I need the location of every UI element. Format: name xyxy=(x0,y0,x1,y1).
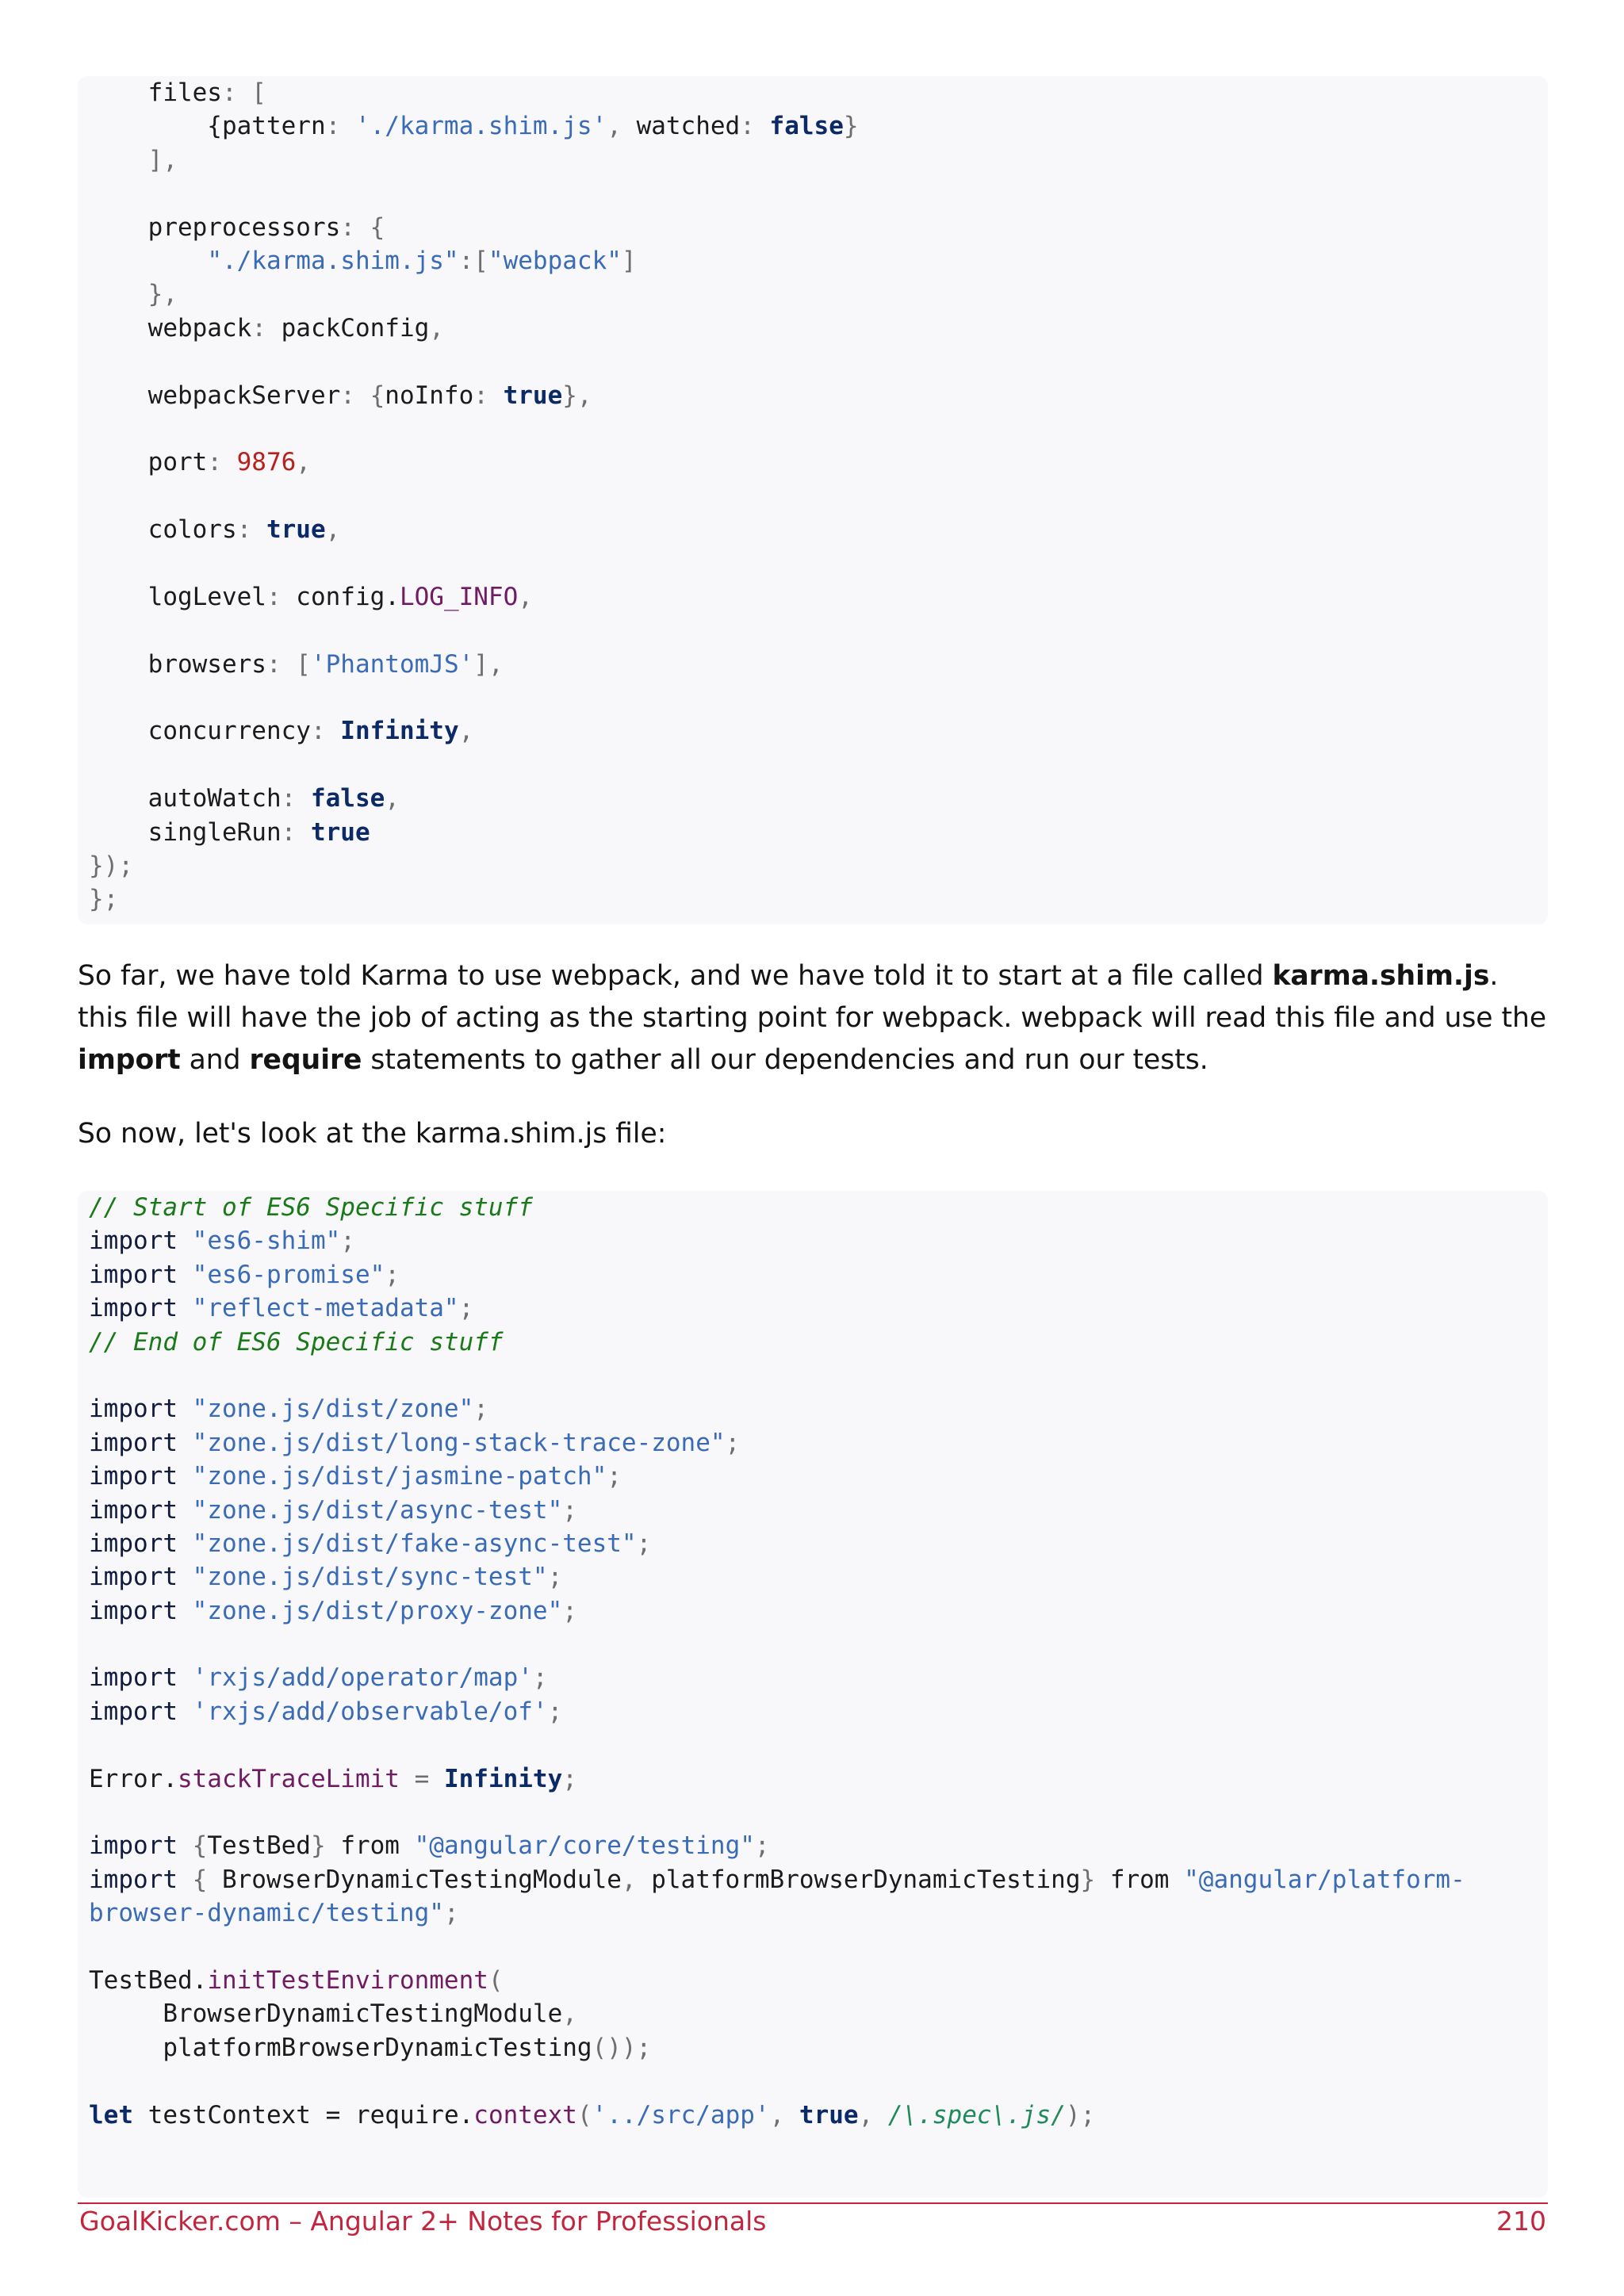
code-token: ( xyxy=(576,2100,592,2130)
code-line xyxy=(89,2099,1548,2132)
code-token: webpack xyxy=(89,313,252,342)
code-line xyxy=(89,882,1548,916)
code-token: } xyxy=(310,1831,341,1861)
code-token: import xyxy=(89,1260,193,1289)
code-token: }); xyxy=(89,851,133,880)
code-token: : xyxy=(310,717,341,746)
code-token: LOG_INFO xyxy=(399,582,519,611)
code-token: ( xyxy=(488,1965,504,1995)
code-token: : xyxy=(266,582,297,611)
code-token: import xyxy=(89,1428,193,1457)
code-token: initTestEnvironment xyxy=(207,1965,488,1995)
code-token: }, xyxy=(89,280,178,309)
code-token: ; xyxy=(443,1899,459,1928)
code-line xyxy=(89,714,1548,748)
code-line xyxy=(89,1392,1548,1425)
code-token: ; xyxy=(547,1563,563,1592)
code-token: {pattern xyxy=(89,112,326,141)
code-line xyxy=(89,1796,1548,1829)
code-line xyxy=(89,277,1548,311)
code-line xyxy=(89,312,1548,345)
code-line xyxy=(89,1527,1548,1560)
code-token: , xyxy=(429,313,444,342)
code-line xyxy=(89,177,1548,210)
code-token: 'rxjs/add/observable/of' xyxy=(192,1697,548,1726)
code-token: , xyxy=(518,582,533,611)
code-token: "zone.js/dist/zone" xyxy=(192,1395,474,1424)
code-line xyxy=(89,244,1548,277)
code-token: "./karma.shim.js" xyxy=(207,246,459,275)
code-token: "zone.js/dist/long-stack-trace-zone" xyxy=(192,1428,726,1457)
bold-require: require xyxy=(249,1044,362,1076)
code-token: , xyxy=(858,2100,888,2130)
code-token: packConfig xyxy=(281,313,430,342)
code-token: config. xyxy=(296,582,400,611)
code-line xyxy=(89,1997,1548,2030)
code-token: './karma.shim.js' xyxy=(354,112,607,141)
code-token: { xyxy=(192,1865,222,1894)
code-token: import xyxy=(89,1395,193,1424)
code-line xyxy=(89,1292,1548,1325)
code-line xyxy=(89,1728,1548,1762)
code-line xyxy=(89,446,1548,479)
code-token: , xyxy=(458,717,474,746)
code-line xyxy=(89,1460,1548,1493)
code-token: : xyxy=(281,784,311,813)
code-token: platformBrowserDynamicTesting xyxy=(89,2033,592,2062)
code-token: : xyxy=(473,381,504,410)
code-token: : [ xyxy=(266,649,311,679)
code-token: ); xyxy=(1065,2100,1096,2130)
code-token: import xyxy=(89,1226,193,1256)
code-token: stackTraceLimit xyxy=(177,1764,400,1793)
code-line xyxy=(89,614,1548,647)
code-token: "@angular/core/testing" xyxy=(414,1831,755,1861)
code-token: import xyxy=(89,1663,193,1693)
code-line xyxy=(89,1863,1548,1896)
code-line xyxy=(89,76,1548,109)
code-line xyxy=(89,580,1548,614)
code-token: import xyxy=(89,1831,193,1861)
code-token: 9876 xyxy=(236,448,297,477)
code-token: , xyxy=(769,2100,799,2130)
code-token: "reflect-metadata" xyxy=(192,1294,459,1323)
code-line xyxy=(89,109,1548,143)
code-token: "es6-promise" xyxy=(192,1260,385,1289)
code-token: port xyxy=(89,448,208,477)
code-token: ; xyxy=(725,1428,741,1457)
code-token: '../src/app' xyxy=(592,2100,770,2130)
code-line xyxy=(89,1695,1548,1728)
code-token: require. xyxy=(354,2100,474,2130)
code-line xyxy=(89,1661,1548,1694)
code-line xyxy=(89,345,1548,378)
code-token: true xyxy=(799,2100,859,2130)
code-token: , xyxy=(296,448,311,477)
code-token: browsers xyxy=(89,649,266,679)
code-token: ] xyxy=(621,246,637,275)
code-token: }, xyxy=(562,381,592,410)
code-token: : { xyxy=(340,212,385,242)
code-token: BrowserDynamicTestingModule xyxy=(221,1865,622,1894)
code-line xyxy=(89,1628,1548,1661)
code-line xyxy=(89,681,1548,714)
code-line xyxy=(89,1762,1548,1796)
code-token: Infinity xyxy=(340,717,459,746)
code-token: "zone.js/dist/jasmine-patch" xyxy=(192,1462,607,1491)
code-token: "@angular/platform- xyxy=(1184,1865,1465,1894)
code-token: ; xyxy=(562,1495,577,1525)
code-token: concurrency xyxy=(89,717,311,746)
code-token: import xyxy=(89,1697,193,1726)
code-token: testContext = xyxy=(133,2100,355,2130)
code-line xyxy=(89,2031,1548,2064)
code-token: ], xyxy=(473,649,504,679)
code-token: ; xyxy=(562,1764,577,1793)
code-line xyxy=(89,648,1548,681)
code-token: true xyxy=(310,817,370,847)
code-token: ; xyxy=(636,1529,652,1558)
code-token: ; xyxy=(607,1462,622,1491)
code-token: noInfo xyxy=(385,381,474,410)
code-token: , xyxy=(385,784,400,813)
code-line xyxy=(89,211,1548,244)
footer-divider xyxy=(78,2202,1548,2204)
code-line xyxy=(89,412,1548,446)
code-token: ; xyxy=(340,1226,355,1256)
code-token: // End of ES6 Specific stuff xyxy=(89,1327,504,1357)
code-line xyxy=(89,1224,1548,1257)
code-token: : xyxy=(251,313,282,342)
code-line xyxy=(89,1594,1548,1628)
code-token: import xyxy=(89,1563,193,1592)
code-token: ; xyxy=(532,1663,548,1693)
code-token: "webpack" xyxy=(488,246,622,275)
code-line xyxy=(89,1258,1548,1292)
code-token: BrowserDynamicTestingModule xyxy=(89,1999,563,2029)
code-line xyxy=(89,546,1548,580)
code-token: } xyxy=(843,112,859,141)
code-token: preprocessors xyxy=(89,212,341,242)
para-text: . this file will have the job of acting as the starting point for webpack. webpack will read this file and use the xyxy=(78,960,1547,1034)
paragraph-intro-shim: So now, let's look at the karma.shim.js file: xyxy=(78,1118,667,1150)
code-token: logLevel xyxy=(89,582,266,611)
code-token: }; xyxy=(89,885,119,914)
paragraph-karma-explanation xyxy=(78,955,1548,1081)
code-token: import xyxy=(89,1865,193,1894)
code-token: , xyxy=(325,515,341,545)
code-block-karma-config xyxy=(78,76,1548,924)
code-token: false xyxy=(769,112,844,141)
code-token: : [ xyxy=(221,78,266,107)
code-line xyxy=(89,1931,1548,1964)
code-token: , xyxy=(621,1865,652,1894)
code-line xyxy=(89,1964,1548,1997)
code-token: } xyxy=(1080,1865,1110,1894)
para-text: statements to gather all our dependencies and run our tests. xyxy=(362,1044,1208,1076)
code-token: /\.spec\.js/ xyxy=(887,2100,1066,2130)
code-token: let xyxy=(89,2100,133,2130)
code-token: import xyxy=(89,1462,193,1491)
code-line xyxy=(89,480,1548,513)
code-token: ; xyxy=(562,1596,577,1625)
code-token: colors xyxy=(89,515,237,545)
code-line xyxy=(89,1829,1548,1862)
code-token: Infinity xyxy=(443,1764,563,1793)
code-token: true xyxy=(266,515,326,545)
code-token: ()); xyxy=(592,2033,652,2062)
code-token: Error. xyxy=(89,1764,178,1793)
code-token: :[ xyxy=(458,246,488,275)
code-line xyxy=(89,1494,1548,1527)
code-token: : xyxy=(207,448,237,477)
page-number: 210 xyxy=(1496,2206,1546,2237)
code-token: "es6-shim" xyxy=(192,1226,341,1256)
code-block-karma-shim xyxy=(78,1191,1548,2198)
para-text: and xyxy=(180,1044,250,1076)
code-token: from xyxy=(1109,1865,1185,1894)
code-line xyxy=(89,513,1548,546)
code-line xyxy=(89,748,1548,782)
code-token: "zone.js/dist/async-test" xyxy=(192,1495,563,1525)
code-line xyxy=(89,782,1548,815)
code-token: : xyxy=(236,515,266,545)
para-text: So far, we have told Karma to use webpack, and we have told it to start at a file called xyxy=(78,960,1273,992)
code-token: : xyxy=(281,817,311,847)
code-token: from xyxy=(340,1831,415,1861)
code-token: : { xyxy=(340,381,385,410)
code-line xyxy=(89,816,1548,849)
code-token: context xyxy=(473,2100,577,2130)
code-token: watched xyxy=(636,112,741,141)
bold-filename: karma.shim.js xyxy=(1272,960,1490,992)
code-token: 'rxjs/add/operator/map' xyxy=(192,1663,533,1693)
code-line xyxy=(89,2064,1548,2098)
code-token: 'PhantomJS' xyxy=(310,649,474,679)
code-token: true xyxy=(503,381,563,410)
bold-import: import xyxy=(78,1044,181,1076)
code-line xyxy=(89,1359,1548,1392)
code-token: singleRun xyxy=(89,817,282,847)
code-token: import xyxy=(89,1294,193,1323)
code-token: TestBed xyxy=(207,1831,311,1861)
code-token: = xyxy=(399,1764,444,1793)
code-token: ; xyxy=(473,1395,488,1424)
code-line xyxy=(89,1326,1548,1359)
code-line xyxy=(89,144,1548,177)
code-token: ], xyxy=(89,145,178,174)
code-token: // Start of ES6 Specific stuff xyxy=(89,1193,533,1222)
code-token: "zone.js/dist/sync-test" xyxy=(192,1563,548,1592)
code-token: , xyxy=(607,112,637,141)
code-token: TestBed. xyxy=(89,1965,208,1995)
code-token: "zone.js/dist/fake-async-test" xyxy=(192,1529,637,1558)
footer-source: GoalKicker.com – Angular 2+ Notes for Professionals xyxy=(79,2206,767,2237)
code-line xyxy=(89,1896,1548,1930)
code-token: import xyxy=(89,1596,193,1625)
code-line xyxy=(89,849,1548,882)
code-token: , xyxy=(562,1999,577,2029)
code-token: ; xyxy=(754,1831,770,1861)
code-line xyxy=(89,1426,1548,1460)
code-token: false xyxy=(310,784,385,813)
code-token: ; xyxy=(385,1260,400,1289)
code-token: : xyxy=(740,112,770,141)
code-token: webpackServer xyxy=(89,381,341,410)
code-line xyxy=(89,1191,1548,1224)
code-token: "zone.js/dist/proxy-zone" xyxy=(192,1596,563,1625)
code-token: browser-dynamic/testing" xyxy=(89,1899,444,1928)
code-token: ; xyxy=(547,1697,563,1726)
code-token: files xyxy=(89,78,222,107)
code-line xyxy=(89,379,1548,412)
code-line xyxy=(89,1560,1548,1594)
code-token: platformBrowserDynamicTesting xyxy=(651,1865,1081,1894)
code-token xyxy=(89,247,207,275)
code-token: ; xyxy=(458,1294,474,1323)
code-token: autoWatch xyxy=(89,784,282,813)
code-token: import xyxy=(89,1529,193,1558)
code-token: { xyxy=(192,1831,208,1861)
code-token: import xyxy=(89,1495,193,1525)
code-token: : xyxy=(325,112,355,141)
